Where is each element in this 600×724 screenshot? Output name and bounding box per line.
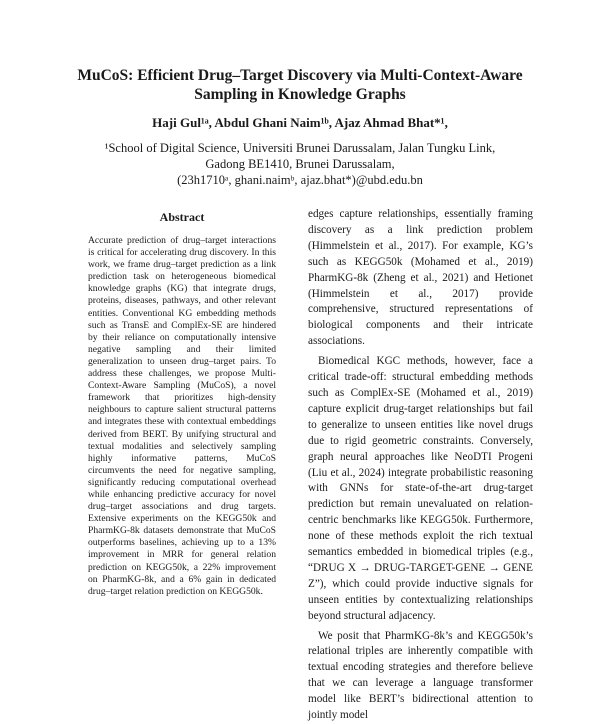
affiliation-line-3: (23h1710ᵃ, ghani.naimᵇ, ajaz.bhat*)@ubd.edu.bn — [177, 173, 423, 187]
abstract-column — [88, 210, 276, 598]
author-list: Haji Gul¹ᵃ, Abdul Ghani Naim¹ᵇ, Ajaz Ahmad Bhat*¹, — [152, 115, 448, 130]
affiliation-line-2: Gadong BE1410, Brunei Darussalam, — [205, 157, 395, 171]
title-line-2: Sampling in Knowledge Graphs — [194, 86, 406, 103]
affiliation-block — [40, 140, 560, 188]
abstract-heading: Abstract — [159, 210, 205, 224]
intro-paragraph-1: edges capture relationships, essentially framing discovery as a link prediction problem (Himmelstein et al., 2017). For example, KG’s such as KEGG50k (Mohamed et al., 2019) PharmKG-8k (Zheng et al., 2021) and Hetionet (Himmelstein et al., 2017) provide comprehensive, structured representations of biological components and their intricate associations. — [308, 208, 533, 348]
abstract-body: Accurate prediction of drug–target interactions is critical for accelerating drug discovery. In this work, we frame drug–target prediction as a link prediction task on heterogeneous biomedical knowledge graphs (KG) that integrate drugs, proteins, diseases, pathways, and other relevant entities. Conventional KG embedding methods such as TransE and ComplEx-SE are hindered by their reliance on computationally intensive negative sampling and their limited generalization to unseen drug–target pairs. To address these challenges, we propose Multi-Context-Aware Sampling (MuCoS), a novel framework that prioritizes high-density neighbours to capture salient structural patterns and integrates these with contextual embeddings derived from BERT. By unifying structural and textual modalities and selectively sampling highly informative patterns, MuCoS circumvents the need for negative sampling, significantly reducing computational overhead while enhancing predictive accuracy for novel drug–target associations and drug targets. Extensive experiments on the KEGG50k and PharmKG-8k datasets demonstrate that MuCoS outperforms baselines, achieving up to a 13% improvement in MRR for general relation prediction on KEGG50k, a 22% improvement on PharmKG-8k, and a 6% gain in dedicated drug–target relation prediction on KEGG50k. — [88, 235, 276, 597]
intro-paragraph-2: Biomedical KGC methods, however, face a critical trade-off: structural embedding methods such as ComplEx-SE (Mohamed et al., 2019) capture explicit drug-target relationships but fail to generalize to unseen entities like novel drugs due to rigid geometric constraints. Conversely, graph neural approaches like NeoDTI Progeni (Liu et al., 2024) integrate probabilistic reasoning with GNNs for state-of-the-art drug-target prediction but remain unevaluated on relation-centric benchmarks like KEGG50k. Furthermore, none of these methods exploit the rich textual semantics embedded in biomedical triples (e.g., “DRUG X → DRUG-TARGET-GENE → GENE Z”), which could provide inductive signals for unseen entities by contextualizing relationships beyond structural adjacency. — [308, 355, 533, 622]
title-line-1: MuCoS: Efficient Drug–Target Discovery via Multi-Context-Aware — [77, 67, 523, 84]
intro-paragraph-3: We posit that PharmKG-8k’s and KEGG50k’s relational triples are inherently compatible with textual encoding strategies and therefore believe that we can leverage a language transformer model like BERT’s bidirectional attention to jointly model — [308, 629, 533, 722]
intro-column — [308, 207, 533, 722]
paper-title — [40, 66, 560, 104]
affiliation-line-1: ¹School of Digital Science, Universiti Brunei Darussalam, Jalan Tungku Link, — [104, 141, 496, 155]
